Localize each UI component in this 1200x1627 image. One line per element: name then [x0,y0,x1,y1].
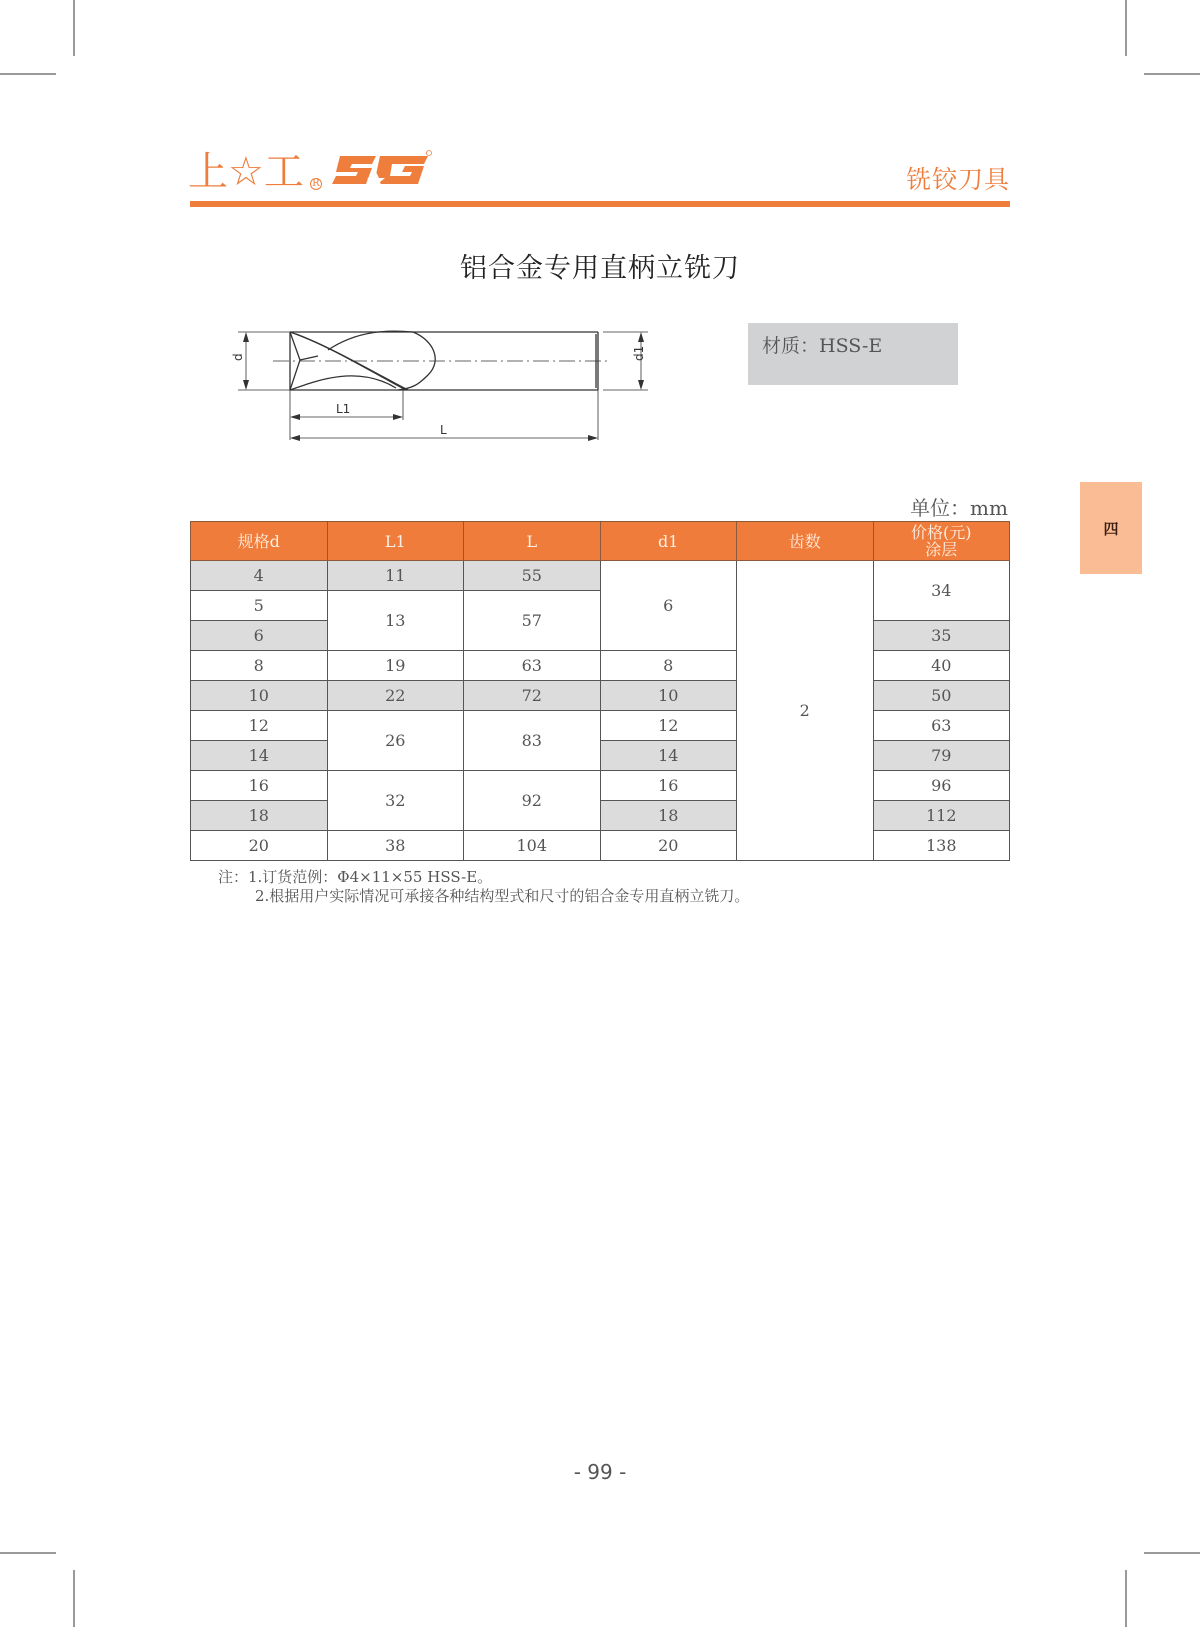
table-row: 6 35 [191,621,1010,651]
table-row: 4 11 55 6 2 34 [191,561,1010,591]
note-2: 2.根据用户实际情况可承接各种结构型式和尺寸的铝合金专用直柄立铣刀。 [255,887,750,905]
sg-brand-logo [332,150,432,190]
table-row: 14 14 79 [191,741,1010,771]
material-label: 材质：HSS-E [762,335,883,357]
crop-mark [1125,1570,1127,1627]
section-title: 铣铰刀具 [905,165,1010,194]
table-row: 10 22 72 10 50 [191,681,1010,711]
table-row: 5 13 57 [191,591,1010,621]
col-header-l: L [464,522,601,561]
crop-mark [1144,1552,1200,1554]
dim-label-l1: L1 [336,402,351,416]
col-header-l1: L1 [327,522,464,561]
dim-label-d: d [231,353,245,361]
crop-mark [1125,0,1127,56]
crop-mark [73,0,75,56]
unit-label: 单位：mm [910,496,1008,520]
end-mill-drawing [228,320,668,450]
page-title: 铝合金专用直柄立铣刀 [460,253,740,284]
chapter-tab-label: 四 [1103,520,1119,538]
logo-text: 上☆工 [188,149,304,195]
chapter-tab[interactable] [1080,482,1142,574]
crop-mark [0,73,56,75]
col-header-d1: d1 [600,522,737,561]
table-row: 18 18 112 [191,801,1010,831]
table-row: 12 26 83 12 63 [191,711,1010,741]
col-header-d: 规格d [191,522,328,561]
page-number: - 99 - [573,1460,627,1484]
company-logo [188,148,322,195]
table-header-row [191,522,1010,561]
material-box [748,323,958,385]
table-row: 20 38 104 20 138 [191,831,1010,861]
table-row: 8 19 63 8 40 [191,651,1010,681]
note-1: 注：1.订货范例：Φ4×11×55 HSS-E。 [218,868,493,886]
crop-mark [1144,73,1200,75]
col-header-price: 价格(元) 涂层 [873,522,1010,561]
crop-mark [73,1570,75,1627]
crop-mark [0,1552,56,1554]
registered-icon: R [310,178,322,190]
header-divider [190,201,1010,207]
notes [218,868,749,906]
col-header-teeth: 齿数 [737,522,874,561]
table-row: 16 32 92 16 96 [191,771,1010,801]
spec-table [190,521,1010,861]
dim-label-d1: d1 [632,345,646,361]
dim-label-l: L [440,423,447,437]
